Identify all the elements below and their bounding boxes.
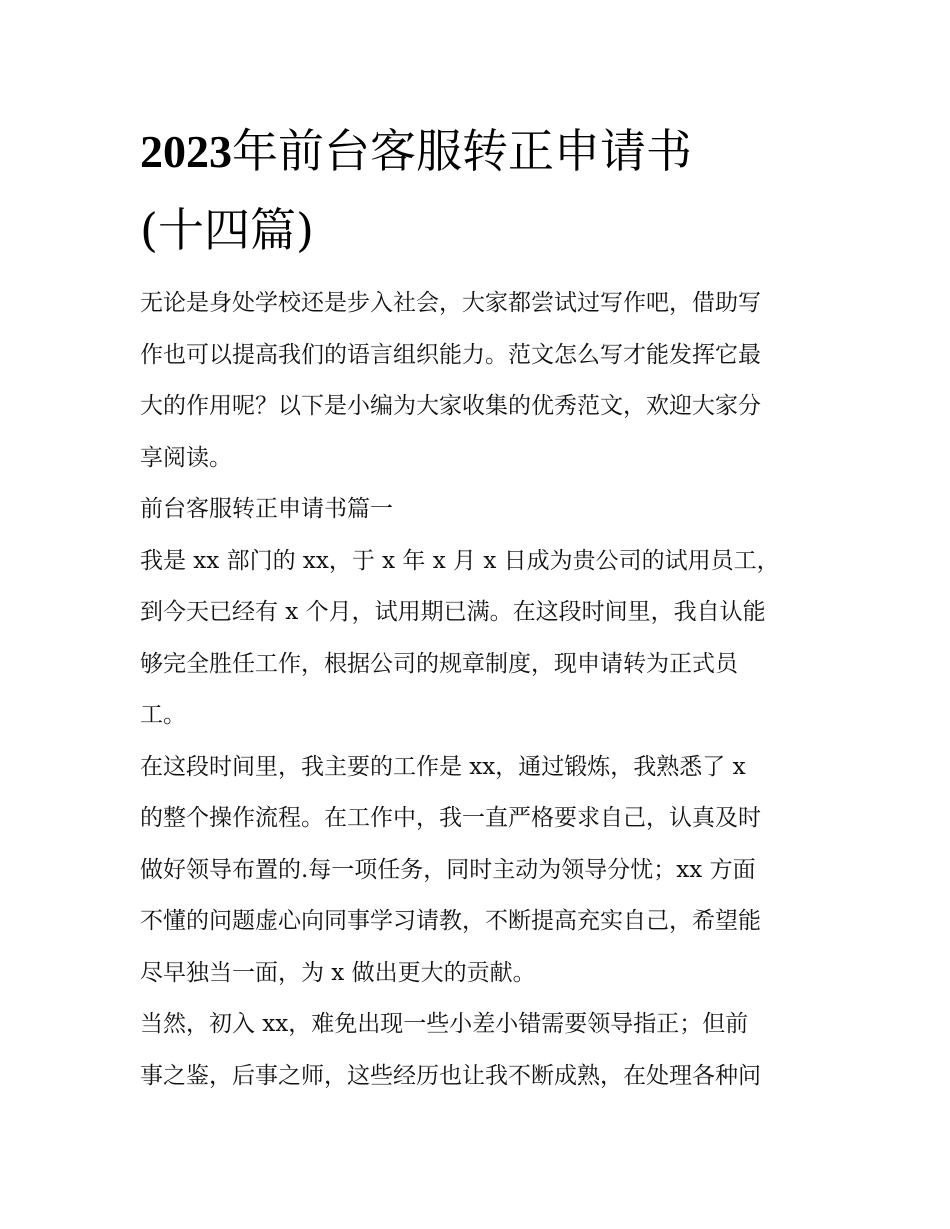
body-line: 的整个操作流程。在工作中，我一直严格要求自己，认真及时 xyxy=(140,805,761,831)
title-line2-text: (十四篇) xyxy=(140,203,314,257)
document-body xyxy=(140,278,820,1102)
document-title xyxy=(140,112,820,269)
body-line: 当然，初入 xx，难免出现一些小差小错需要领导指正；但前 xyxy=(140,1011,749,1037)
body-line: 在这段时间里，我主要的工作是 xx，通过锻炼，我熟悉了 x xyxy=(140,753,746,780)
body-line: 尽早独当一面，为 x 做出更大的贡献。 xyxy=(140,959,536,986)
body-line: 工。 xyxy=(140,702,186,728)
body-line: 享阅读。 xyxy=(140,444,232,471)
title-line1-text: 年前台客服转正申请书 xyxy=(232,124,692,178)
body-line: 不懂的问题虚心向同事学习请教，不断提高充实自己，希望能 xyxy=(140,908,761,934)
body-line: 够完全胜任工作，根据公司的规章制度，现申请转为正式员 xyxy=(140,650,738,677)
body-line: 作也可以提高我们的语言组织能力。范文怎么写才能发挥它最 xyxy=(140,341,761,368)
section-heading: 前台客服转正申请书篇一 xyxy=(140,496,393,522)
body-line: 事之鉴，后事之师，这些经历也让我不断成熟，在处理各种问 xyxy=(140,1062,761,1089)
body-line: 到今天已经有 x 个月，试用期已满。在这段时间里，我自认能 xyxy=(140,599,766,625)
body-line: 做好领导布置的.每一项任务，同时主动为领导分忧；xx 方面 xyxy=(140,856,756,883)
title-year: 2023 xyxy=(140,126,232,177)
body-line: 我是 xx 部门的 xx，于 x 年 x 月 x 日成为贵公司的试用员工， xyxy=(140,547,780,574)
body-line: 大的作用呢？以下是小编为大家收集的优秀范文，欢迎大家分 xyxy=(140,393,761,419)
body-line: 无论是身处学校还是步入社会，大家都尝试过写作吧，借助写 xyxy=(140,290,761,316)
